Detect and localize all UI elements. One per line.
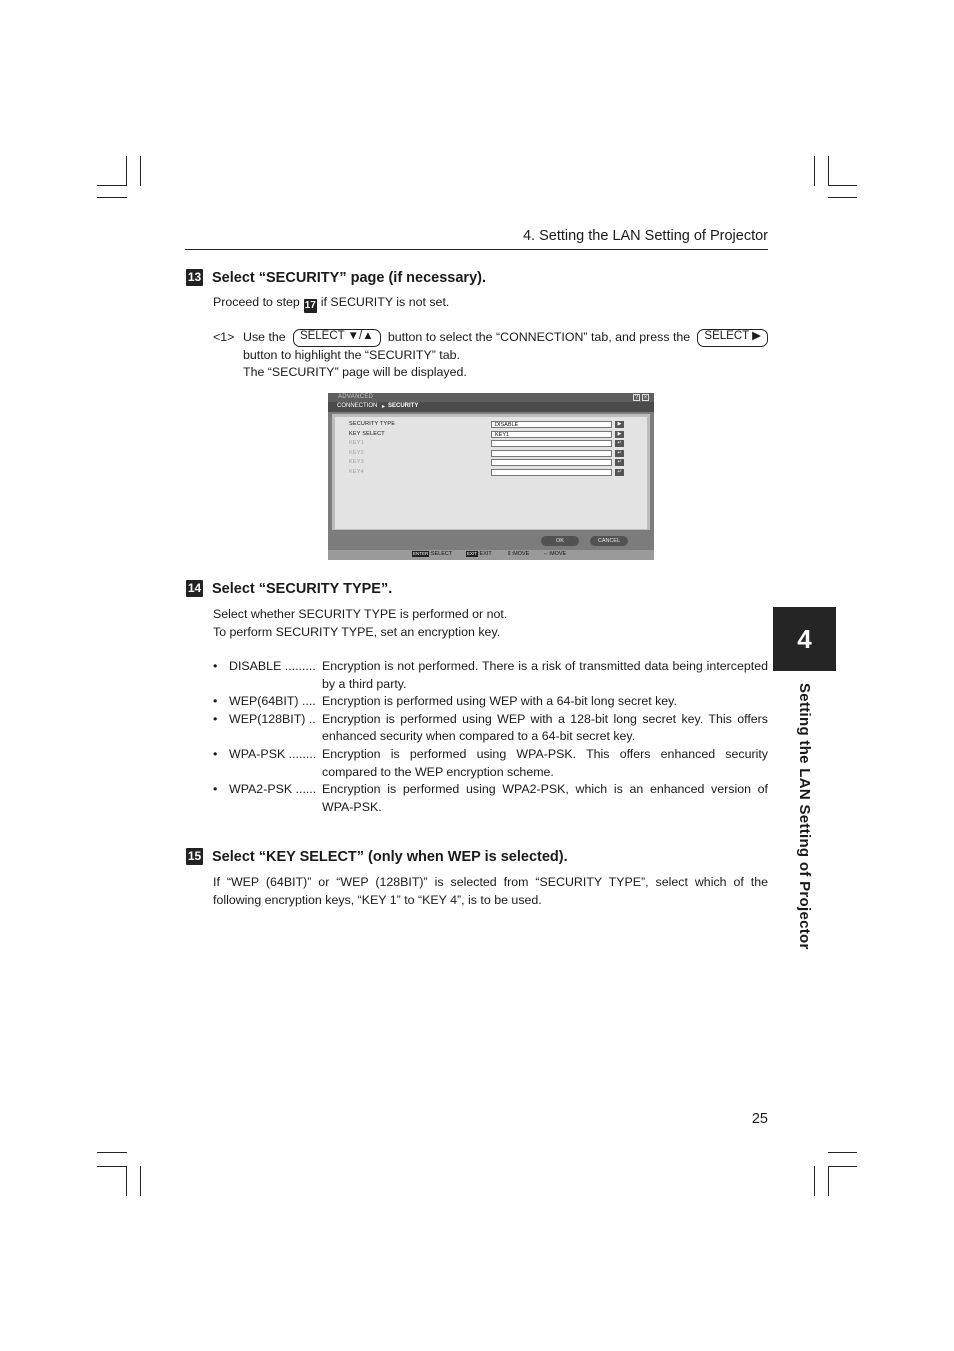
enter-icon: ↵	[615, 459, 624, 466]
running-header	[185, 228, 768, 250]
menu-footer	[328, 550, 654, 560]
arrow-right-icon: ▶	[615, 421, 624, 428]
help-icon: ?	[634, 395, 639, 401]
step-13-substep: <1> Use the SELECT ▼/▲ button to select the “CONNECTION” tab, and press the SELECT ▶ button to highlight the “SECURITY” tab. The “SECURITY” page will be displayed.	[213, 329, 768, 382]
step-14-title: Select “SECURITY TYPE”.	[212, 580, 393, 597]
crop-mark	[828, 156, 829, 186]
footer-enter-select: ENTER:SELECT	[413, 551, 453, 557]
chapter-side-label: Setting the LAN Setting of Projector	[796, 683, 813, 950]
crop-mark	[828, 197, 857, 198]
select-right-key: SELECT ▶	[697, 329, 768, 347]
crop-mark	[814, 156, 815, 186]
menu-row-label: KEY SELECT	[349, 431, 385, 437]
menu-row-label: SECURITY TYPE	[349, 421, 396, 427]
enter-icon: ↵	[615, 469, 624, 476]
step-ref-badge: 17	[304, 300, 316, 311]
crop-mark	[126, 156, 127, 186]
menu-row-label: KEY2	[349, 450, 364, 456]
ok-button: OK	[541, 536, 579, 546]
crop-mark	[828, 1152, 857, 1153]
page-number: 25	[751, 1111, 768, 1127]
security-menu-screenshot	[328, 393, 654, 560]
menu-row-field	[491, 469, 612, 476]
list-item: • WEP(64BIT) .... Encryption is performed using WEP with a 64-bit long secret key.	[213, 694, 677, 709]
menu-row-label: KEY4	[349, 469, 364, 475]
chapter-tab: 4	[773, 607, 836, 671]
menu-row-field	[491, 440, 612, 447]
crop-mark	[140, 156, 141, 186]
menu-row-field: KEY1	[491, 431, 612, 438]
step-number-badge: 15	[187, 849, 202, 863]
step-15-heading	[186, 848, 568, 865]
step-13-heading	[186, 269, 486, 286]
tab-security: SECURITY	[388, 403, 419, 409]
footer-move-horizontal: ⇔:MOVE	[543, 551, 567, 557]
crop-mark	[140, 1166, 141, 1196]
menu-row-field: DISABLE	[491, 421, 612, 428]
step-15-body: If “WEP (64BIT)” or “WEP (128BIT)” is selected from “SECURITY TYPE”, select which of the following encryption keys, “KEY 1” to “KEY 4”, is to be used.	[213, 875, 768, 907]
menu-title-bar	[328, 393, 654, 402]
footer-move-vertical: ⇕:MOVE	[507, 551, 530, 557]
crop-mark	[97, 1166, 127, 1167]
step-number-badge: 13	[187, 270, 202, 284]
enter-key-icon: ENTER	[413, 551, 429, 556]
close-icon: ×	[643, 395, 648, 401]
select-updown-key: SELECT ▼/▲	[293, 329, 381, 347]
step-13-proceed: Proceed to step 17 if SECURITY is not set.	[213, 295, 450, 311]
crop-mark	[828, 1166, 829, 1196]
menu-tab-bar	[328, 402, 654, 412]
menu-row-label: KEY3	[349, 459, 364, 465]
crop-mark	[814, 1166, 815, 1196]
list-item: • DISABLE ......... Encryption is not performed. There is a risk of transmitted data being intercepted by a third party.	[213, 659, 768, 691]
list-item: • WEP(128BIT) .. Encryption is performed using WEP with a 128-bit long secret key. This offers enhanced security when compared to a 64-bit secret key.	[213, 711, 768, 744]
enter-icon: ↵	[615, 440, 624, 447]
step-13-title: Select “SECURITY” page (if necessary).	[212, 269, 486, 286]
crop-mark	[126, 1166, 127, 1196]
step-14-intro: Select whether SECURITY TYPE is performed or not. To perform SECURITY TYPE, set an encryption key.	[213, 607, 508, 639]
menu-row-field	[491, 450, 612, 457]
arrow-right-icon: ▶	[615, 431, 624, 438]
tab-arrow-icon: ▸	[382, 404, 386, 410]
step-number-badge: 14	[187, 581, 202, 595]
crop-mark	[97, 197, 127, 198]
step-14-heading	[186, 580, 392, 597]
list-item: • WPA2-PSK ...... Encryption is performed using WPA2-PSK, which is an enhanced version of WPA-PSK.	[213, 782, 768, 814]
security-type-list	[213, 658, 768, 816]
step-15-title: Select “KEY SELECT” (only when WEP is selected).	[212, 848, 568, 865]
list-item: • WPA-PSK ........ Encryption is performed using WPA-PSK. This offers enhanced security compared to the WEP encryption scheme.	[213, 746, 768, 779]
cancel-button: CANCEL	[590, 536, 628, 546]
crop-mark	[828, 1166, 857, 1167]
tab-connection: CONNECTION	[337, 403, 378, 409]
crop-mark	[97, 1152, 127, 1153]
exit-key-icon: EXIT	[467, 551, 478, 556]
crop-mark	[828, 185, 857, 186]
crop-mark	[97, 185, 127, 186]
footer-exit: EXIT:EXIT	[467, 551, 492, 557]
substep-number: <1>	[213, 330, 235, 344]
enter-icon: ↵	[615, 450, 624, 457]
menu-row-label: KEY1	[349, 440, 364, 446]
header-title: 4. Setting the LAN Setting of Projector	[522, 228, 768, 244]
menu-title: ADVANCED	[338, 394, 374, 400]
menu-row-field	[491, 459, 612, 466]
